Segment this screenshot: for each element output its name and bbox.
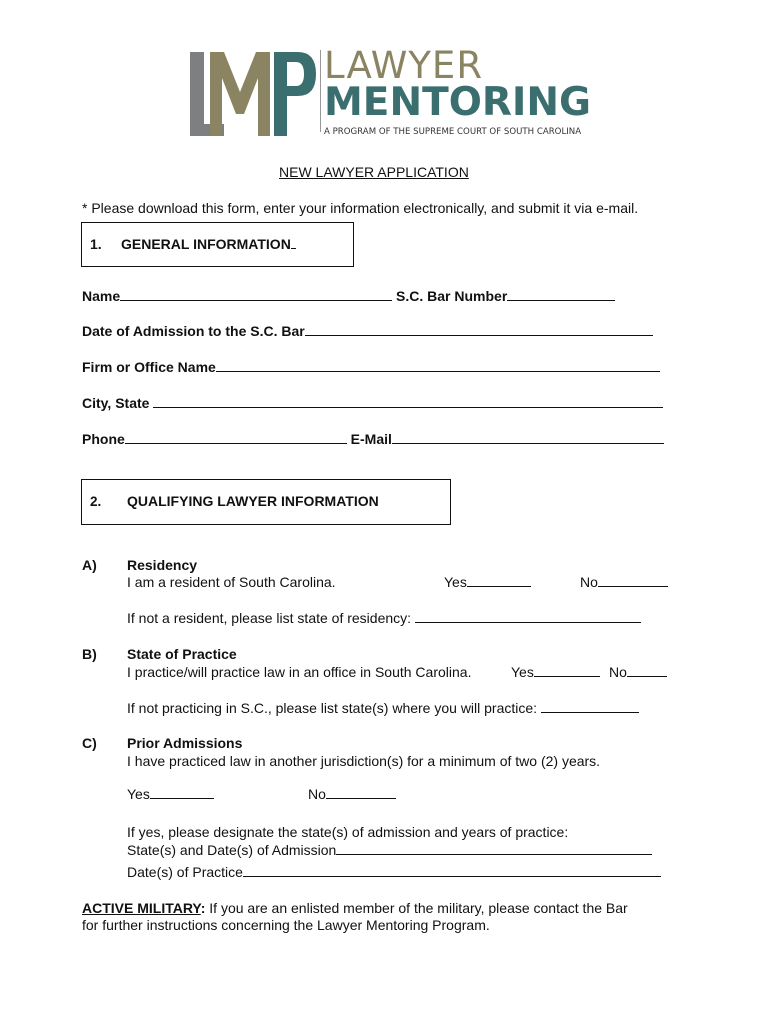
logo	[188, 44, 592, 140]
b-followup: If not practicing in S.C., please list state(s) where you will practice:	[127, 700, 639, 716]
c-heading: Prior Admissions	[127, 735, 243, 751]
bar-number-field[interactable]	[507, 288, 615, 301]
military-label: ACTIVE MILITARY	[82, 900, 201, 916]
b-state-field[interactable]	[541, 700, 639, 713]
name-row	[82, 288, 615, 304]
firm-label: Firm or Office Name	[82, 359, 216, 375]
phone-field[interactable]	[125, 431, 347, 444]
admission-label: Date of Admission to the S.C. Bar	[82, 323, 305, 339]
military-text2: for further instructions concerning the Lawyer Mentoring Program.	[82, 917, 490, 933]
b-yes: Yes	[511, 664, 600, 680]
a-no: No	[580, 574, 668, 590]
logo-tagline: A PROGRAM OF THE SUPREME COURT OF SOUTH CAROLINA	[324, 127, 582, 137]
c-states-dates-field[interactable]	[336, 842, 652, 855]
instructions: * Please download this form, enter your information electronically, and submit it via e-mail.	[82, 200, 639, 216]
email-field[interactable]	[392, 431, 664, 444]
c-statement: I have practiced law in another jurisdiction(s) for a minimum of two (2) years.	[127, 753, 601, 769]
name-field[interactable]	[120, 288, 392, 301]
b-statement: I practice/will practice law in an office in South Carolina.	[127, 664, 472, 680]
page-title: NEW LAWYER APPLICATION	[279, 164, 469, 180]
c-letter: C)	[82, 735, 97, 751]
firm-field[interactable]	[216, 359, 660, 372]
logo-mentoring: MENTORING	[324, 80, 592, 125]
city-state-field[interactable]	[153, 395, 663, 408]
a-heading: Residency	[127, 557, 198, 573]
c-followup: If yes, please designate the state(s) of admission and years of practice:	[127, 824, 569, 840]
lmp-monogram	[188, 48, 318, 140]
a-state-field[interactable]	[415, 610, 641, 623]
c-yes-field[interactable]	[150, 786, 214, 799]
logo-divider	[320, 50, 321, 132]
a-followup: If not a resident, please list state of residency:	[127, 610, 641, 626]
b-heading: State of Practice	[127, 646, 237, 662]
military-note: ACTIVE MILITARY: If you are an enlisted member of the military, please contact the Bar	[82, 900, 628, 916]
c-states-dates: State(s) and Date(s) of Admission	[127, 842, 652, 858]
b-yes-field[interactable]	[534, 664, 600, 677]
firm-row	[82, 359, 660, 375]
section2-heading: QUALIFYING LAWYER INFORMATION	[127, 493, 379, 509]
phone-row	[82, 431, 664, 447]
c-no: No	[308, 786, 396, 802]
admission-row	[82, 323, 653, 339]
a-statement: I am a resident of South Carolina.	[127, 574, 336, 590]
section1-heading-text: GENERAL INFORMATION	[121, 236, 291, 252]
a-yes: Yes	[444, 574, 531, 590]
phone-label: Phone	[82, 431, 125, 447]
bar-number-label: S.C. Bar Number	[396, 288, 508, 304]
name-label: Name	[82, 288, 121, 304]
military-text1: If you are an enlisted member of the military, please contact the Bar	[205, 900, 628, 916]
city-state-row	[82, 395, 663, 411]
section2-number: 2.	[90, 494, 102, 509]
a-no-field[interactable]	[598, 574, 668, 587]
section1-number: 1.	[90, 236, 102, 252]
city-state-label: City, State	[82, 395, 150, 411]
b-no-field[interactable]	[627, 664, 667, 677]
c-practice-dates: Date(s) of Practice	[127, 864, 661, 880]
section1-heading	[121, 236, 296, 252]
b-no: No	[609, 664, 667, 680]
c-yes: Yes	[127, 786, 214, 802]
logo-lawyer: LAWYER	[324, 44, 484, 87]
a-yes-field[interactable]	[467, 574, 531, 587]
a-letter: A)	[82, 557, 97, 573]
email-label: E-Mail	[350, 431, 392, 447]
c-practice-dates-field[interactable]	[243, 864, 661, 877]
admission-field[interactable]	[305, 323, 653, 336]
b-letter: B)	[82, 646, 97, 662]
c-no-field[interactable]	[326, 786, 396, 799]
